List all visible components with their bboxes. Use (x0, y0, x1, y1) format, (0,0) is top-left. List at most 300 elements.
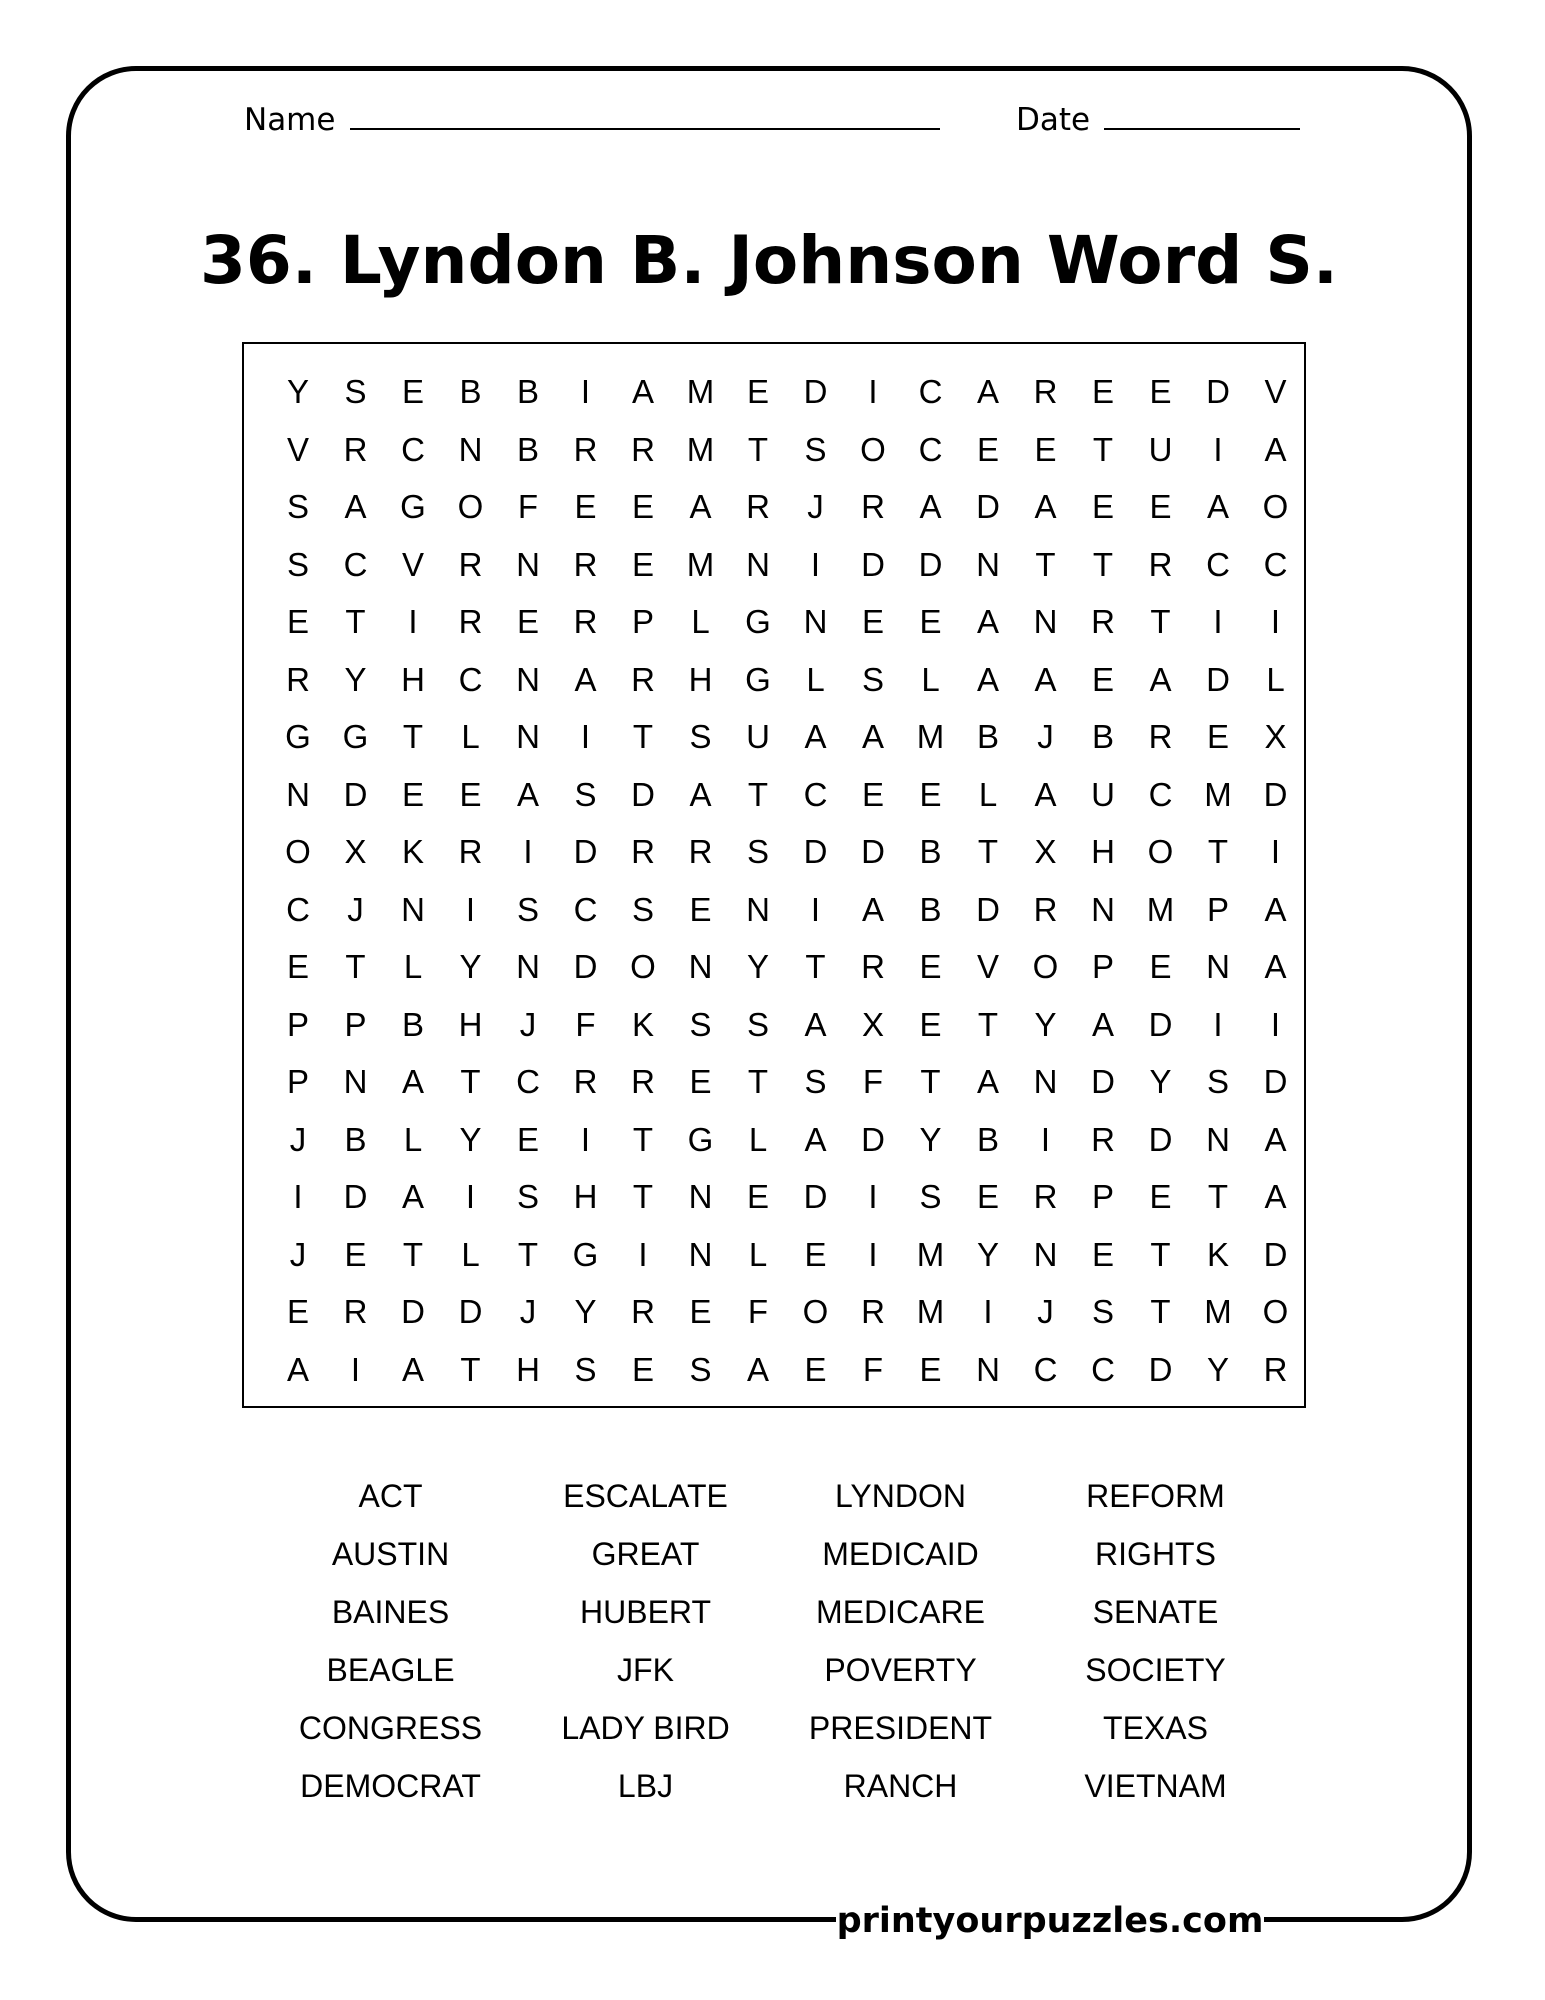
grid-cell[interactable]: C (803, 775, 828, 813)
grid-cell[interactable]: R (458, 545, 483, 583)
grid-cell[interactable]: R (1263, 1350, 1288, 1388)
grid-cell[interactable]: R (573, 430, 598, 468)
grid-cell[interactable]: A (1034, 775, 1057, 813)
grid-cell[interactable]: E (516, 1120, 539, 1158)
grid-cell[interactable]: D (861, 545, 885, 583)
grid-cell[interactable]: M (916, 718, 945, 755)
grid-cell[interactable]: I (580, 718, 591, 755)
grid-cell[interactable]: I (1270, 1005, 1281, 1043)
grid-cell[interactable]: P (1091, 1178, 1114, 1215)
grid-cell[interactable]: P (1091, 948, 1114, 985)
grid-cell[interactable]: T (460, 1063, 481, 1100)
grid-cell[interactable]: E (976, 430, 999, 468)
grid-cell[interactable]: F (862, 1350, 884, 1388)
grid-cell[interactable]: N (688, 1178, 713, 1215)
grid-cell[interactable]: E (746, 1178, 769, 1215)
grid-cell[interactable]: R (573, 1063, 598, 1100)
grid-cell[interactable]: A (861, 718, 884, 755)
grid-cell[interactable]: D (573, 948, 598, 985)
grid-cell[interactable]: N (516, 660, 540, 698)
grid-cell[interactable]: E (689, 1063, 712, 1100)
grid-cell[interactable]: E (919, 1350, 942, 1388)
grid-cell[interactable]: H (573, 1178, 598, 1215)
grid-cell[interactable]: E (574, 488, 597, 525)
grid-cell[interactable]: N (688, 948, 713, 985)
grid-cell[interactable]: R (746, 488, 770, 525)
grid-cell[interactable]: C (918, 373, 943, 410)
grid-cell[interactable]: E (1091, 660, 1114, 698)
grid-cell[interactable]: S (286, 545, 309, 583)
grid-cell[interactable]: B (401, 1005, 424, 1043)
grid-cell[interactable]: S (919, 1178, 942, 1215)
grid-cell[interactable]: T (977, 1005, 999, 1043)
grid-cell[interactable]: C (1148, 775, 1173, 813)
grid-cell[interactable]: A (1264, 948, 1287, 985)
grid-cell[interactable]: R (1091, 603, 1115, 640)
grid-cell[interactable]: L (461, 1235, 480, 1273)
grid-cell[interactable]: S (286, 488, 309, 525)
grid-cell[interactable]: C (573, 890, 598, 928)
grid-cell[interactable]: N (1091, 890, 1115, 928)
grid-cell[interactable]: S (516, 1178, 539, 1215)
grid-cell[interactable]: M (1204, 1293, 1232, 1330)
grid-cell[interactable]: R (573, 545, 598, 583)
grid-cell[interactable]: R (1148, 718, 1173, 755)
grid-cell[interactable]: D (1206, 660, 1230, 698)
grid-cell[interactable]: Y (574, 1293, 597, 1330)
grid-cell[interactable]: J (807, 488, 824, 525)
grid-cell[interactable]: D (573, 833, 598, 870)
grid-cell[interactable]: A (516, 775, 539, 813)
grid-cell[interactable]: O (457, 488, 484, 525)
grid-cell[interactable]: V (1264, 373, 1287, 410)
grid-cell[interactable]: O (802, 1293, 829, 1330)
grid-cell[interactable]: T (632, 1178, 654, 1215)
grid-cell[interactable]: J (519, 1005, 537, 1043)
grid-cell[interactable]: E (1206, 718, 1229, 755)
grid-cell[interactable]: V (976, 948, 999, 985)
grid-cell[interactable]: D (976, 890, 1000, 928)
grid-cell[interactable]: R (343, 1293, 368, 1330)
grid-cell[interactable]: E (286, 948, 309, 985)
grid-cell[interactable]: E (631, 1350, 654, 1388)
grid-cell[interactable]: I (580, 373, 591, 410)
grid-cell[interactable]: A (344, 488, 367, 525)
grid-cell[interactable]: E (976, 1178, 999, 1215)
grid-cell[interactable]: U (746, 718, 770, 755)
grid-cell[interactable]: P (631, 603, 654, 640)
grid-cell[interactable]: E (919, 603, 942, 640)
grid-cell[interactable]: D (343, 1178, 368, 1215)
grid-cell[interactable]: E (804, 1350, 827, 1388)
grid-cell[interactable]: G (687, 1120, 714, 1158)
grid-cell[interactable]: S (746, 833, 769, 870)
grid-cell[interactable]: T (1150, 1293, 1171, 1330)
grid-cell[interactable]: N (746, 890, 770, 928)
grid-cell[interactable]: B (459, 373, 482, 410)
grid-cell[interactable]: R (286, 660, 310, 698)
grid-cell[interactable]: J (1037, 1293, 1054, 1330)
grid-cell[interactable]: I (1213, 1005, 1223, 1043)
grid-cell[interactable]: E (1091, 373, 1114, 410)
grid-cell[interactable]: C (1033, 1350, 1058, 1388)
grid-cell[interactable]: E (746, 373, 769, 410)
grid-cell[interactable]: A (919, 488, 942, 525)
grid-cell[interactable]: A (1264, 430, 1287, 468)
grid-cell[interactable]: P (344, 1005, 367, 1043)
grid-cell[interactable]: I (1270, 833, 1281, 870)
grid-cell[interactable]: T (747, 430, 769, 468)
grid-cell[interactable]: F (575, 1005, 596, 1043)
grid-cell[interactable]: N (688, 1235, 713, 1273)
grid-cell[interactable]: C (401, 430, 425, 468)
grid-cell[interactable]: H (688, 660, 713, 698)
date-line[interactable] (1104, 128, 1300, 130)
grid-cell[interactable]: R (861, 1293, 885, 1330)
grid-cell[interactable]: D (1263, 1235, 1288, 1273)
grid-cell[interactable]: L (748, 1120, 768, 1158)
grid-cell[interactable]: A (1034, 660, 1057, 698)
grid-cell[interactable]: D (1091, 1063, 1115, 1100)
grid-cell[interactable]: A (861, 890, 884, 928)
grid-cell[interactable]: O (630, 948, 656, 985)
grid-cell[interactable]: S (631, 890, 654, 928)
grid-cell[interactable]: N (516, 718, 540, 755)
grid-cell[interactable]: K (1206, 1235, 1229, 1273)
grid-cell[interactable]: D (803, 1178, 828, 1215)
grid-cell[interactable]: S (804, 430, 827, 468)
grid-cell[interactable]: A (804, 1120, 827, 1158)
grid-cell[interactable]: S (1206, 1063, 1229, 1100)
grid-cell[interactable]: E (861, 775, 884, 813)
grid-cell[interactable]: E (919, 1005, 942, 1043)
grid-cell[interactable]: A (1264, 1120, 1287, 1158)
grid-cell[interactable]: N (746, 545, 770, 583)
grid-cell[interactable]: R (1091, 1120, 1115, 1158)
grid-cell[interactable]: A (1206, 488, 1229, 525)
grid-cell[interactable]: G (342, 718, 369, 755)
grid-cell[interactable]: B (516, 430, 539, 468)
grid-cell[interactable]: A (689, 775, 712, 813)
grid-cell[interactable]: E (631, 488, 654, 525)
grid-cell[interactable]: X (1034, 833, 1057, 870)
grid-cell[interactable]: S (746, 1005, 769, 1043)
grid-cell[interactable]: O (1262, 1293, 1289, 1330)
grid-cell[interactable]: C (1091, 1350, 1115, 1388)
grid-cell[interactable]: V (401, 545, 424, 583)
grid-cell[interactable]: A (401, 1178, 424, 1215)
grid-cell[interactable]: I (638, 1235, 648, 1273)
grid-cell[interactable]: I (1270, 603, 1281, 640)
grid-cell[interactable]: H (458, 1005, 483, 1043)
grid-cell[interactable]: R (631, 430, 655, 468)
grid-cell[interactable]: S (574, 1350, 597, 1388)
grid-cell[interactable]: R (631, 660, 655, 698)
grid-cell[interactable]: G (400, 488, 426, 525)
grid-cell[interactable]: K (401, 833, 424, 870)
grid-cell[interactable]: R (1033, 1178, 1058, 1215)
grid-cell[interactable]: Y (459, 1120, 482, 1158)
grid-cell[interactable]: E (344, 1235, 367, 1273)
grid-cell[interactable]: D (1148, 1120, 1173, 1158)
grid-cell[interactable]: Y (344, 660, 367, 698)
grid-cell[interactable]: R (1148, 545, 1173, 583)
grid-cell[interactable]: R (688, 833, 713, 870)
grid-cell[interactable]: T (1092, 545, 1114, 583)
grid-cell[interactable]: O (1262, 488, 1289, 525)
grid-cell[interactable]: N (1206, 948, 1230, 985)
grid-cell[interactable]: J (519, 1293, 537, 1330)
grid-cell[interactable]: L (403, 948, 423, 985)
grid-cell[interactable]: A (1091, 1005, 1114, 1043)
grid-cell[interactable]: E (689, 1293, 712, 1330)
grid-cell[interactable]: D (1263, 775, 1288, 813)
grid-cell[interactable]: L (461, 718, 480, 755)
grid-cell[interactable]: I (868, 1235, 878, 1273)
grid-cell[interactable]: J (347, 890, 364, 928)
grid-cell[interactable]: A (976, 1063, 999, 1100)
grid-cell[interactable]: L (921, 660, 940, 698)
grid-cell[interactable]: S (861, 660, 884, 698)
grid-cell[interactable]: A (976, 603, 999, 640)
grid-cell[interactable]: A (1149, 660, 1172, 698)
grid-cell[interactable]: N (1033, 1235, 1058, 1273)
grid-cell[interactable]: I (868, 1178, 878, 1215)
grid-cell[interactable]: R (861, 948, 885, 985)
grid-cell[interactable]: M (686, 373, 715, 410)
grid-cell[interactable]: S (574, 775, 597, 813)
grid-cell[interactable]: R (631, 833, 655, 870)
grid-cell[interactable]: E (286, 1293, 309, 1330)
grid-cell[interactable]: A (976, 373, 999, 410)
grid-cell[interactable]: A (1034, 488, 1057, 525)
grid-cell[interactable]: E (1034, 430, 1057, 468)
grid-cell[interactable]: Y (1206, 1350, 1229, 1388)
grid-cell[interactable]: G (572, 1235, 599, 1273)
grid-cell[interactable]: R (458, 603, 483, 640)
grid-cell[interactable]: K (631, 1005, 654, 1043)
grid-cell[interactable]: N (803, 603, 828, 640)
grid-cell[interactable]: O (1147, 833, 1174, 870)
grid-cell[interactable]: B (976, 1120, 999, 1158)
grid-cell[interactable]: I (1213, 603, 1223, 640)
grid-cell[interactable]: E (919, 775, 942, 813)
grid-cell[interactable]: C (343, 545, 368, 583)
grid-cell[interactable]: L (978, 775, 998, 813)
grid-cell[interactable]: H (1091, 833, 1115, 870)
grid-cell[interactable]: I (1040, 1120, 1051, 1158)
grid-cell[interactable]: T (747, 1063, 769, 1100)
grid-cell[interactable]: I (810, 545, 821, 583)
grid-cell[interactable]: D (1206, 373, 1230, 410)
grid-cell[interactable]: I (580, 1120, 591, 1158)
grid-cell[interactable]: E (401, 373, 424, 410)
grid-cell[interactable]: E (459, 775, 482, 813)
grid-cell[interactable]: T (402, 1235, 424, 1273)
grid-cell[interactable]: H (516, 1350, 540, 1388)
grid-cell[interactable]: S (689, 1350, 712, 1388)
grid-cell[interactable]: Y (286, 373, 309, 410)
grid-cell[interactable]: T (805, 948, 826, 985)
grid-cell[interactable]: E (1149, 373, 1172, 410)
grid-cell[interactable]: Y (459, 948, 482, 985)
grid-cell[interactable]: C (458, 660, 483, 698)
grid-cell[interactable]: E (1149, 948, 1172, 985)
grid-cell[interactable]: D (631, 775, 655, 813)
grid-cell[interactable]: Y (919, 1120, 942, 1158)
grid-cell[interactable]: O (860, 430, 886, 468)
grid-cell[interactable]: N (343, 1063, 368, 1100)
grid-cell[interactable]: D (976, 488, 1000, 525)
grid-cell[interactable]: F (747, 1293, 769, 1330)
grid-cell[interactable]: P (286, 1005, 309, 1043)
grid-cell[interactable]: D (458, 1293, 483, 1330)
grid-cell[interactable]: U (1091, 775, 1115, 813)
grid-cell[interactable]: G (745, 660, 771, 698)
grid-cell[interactable]: T (1150, 1235, 1171, 1273)
grid-cell[interactable]: R (1033, 890, 1058, 928)
grid-cell[interactable]: I (465, 890, 476, 928)
grid-cell[interactable]: E (1091, 1235, 1114, 1273)
grid-cell[interactable]: T (460, 1350, 481, 1388)
grid-cell[interactable]: I (868, 373, 878, 410)
grid-cell[interactable]: E (861, 603, 884, 640)
grid-cell[interactable]: I (983, 1293, 993, 1330)
grid-cell[interactable]: G (745, 603, 771, 640)
grid-cell[interactable]: E (286, 603, 309, 640)
grid-cell[interactable]: D (401, 1293, 425, 1330)
grid-cell[interactable]: T (1207, 833, 1229, 870)
grid-cell[interactable]: L (403, 1120, 423, 1158)
grid-cell[interactable]: L (748, 1235, 768, 1273)
grid-cell[interactable]: T (345, 603, 366, 640)
grid-cell[interactable]: B (516, 373, 539, 410)
grid-cell[interactable]: M (1204, 775, 1232, 813)
grid-cell[interactable]: A (631, 373, 654, 410)
grid-cell[interactable]: E (1091, 488, 1114, 525)
grid-cell[interactable]: E (804, 1235, 827, 1273)
grid-cell[interactable]: H (401, 660, 425, 698)
grid-cell[interactable]: T (517, 1235, 539, 1273)
grid-cell[interactable]: D (918, 545, 943, 583)
grid-cell[interactable]: D (1148, 1350, 1173, 1388)
grid-cell[interactable]: L (691, 603, 710, 640)
grid-cell[interactable]: T (402, 718, 424, 755)
grid-cell[interactable]: D (861, 833, 885, 870)
grid-cell[interactable]: A (401, 1350, 424, 1388)
grid-cell[interactable]: N (1206, 1120, 1230, 1158)
grid-cell[interactable]: Y (1149, 1063, 1172, 1100)
grid-cell[interactable]: T (632, 1120, 654, 1158)
grid-cell[interactable]: Y (1034, 1005, 1057, 1043)
grid-cell[interactable]: T (632, 718, 654, 755)
grid-cell[interactable]: S (689, 1005, 712, 1043)
grid-cell[interactable]: D (861, 1120, 885, 1158)
grid-cell[interactable]: A (574, 660, 597, 698)
grid-cell[interactable]: S (689, 718, 712, 755)
grid-cell[interactable]: R (861, 488, 885, 525)
grid-cell[interactable]: V (286, 430, 309, 468)
grid-cell[interactable]: L (1266, 660, 1285, 698)
grid-cell[interactable]: A (804, 1005, 827, 1043)
grid-cell[interactable]: M (1146, 890, 1175, 928)
grid-cell[interactable]: B (1091, 718, 1114, 755)
grid-cell[interactable]: X (344, 833, 367, 870)
grid-cell[interactable]: I (1213, 430, 1223, 468)
grid-cell[interactable]: F (862, 1063, 884, 1100)
grid-cell[interactable]: D (1148, 1005, 1173, 1043)
grid-cell[interactable]: B (919, 890, 942, 928)
grid-cell[interactable]: T (345, 948, 366, 985)
grid-cell[interactable]: J (1037, 718, 1054, 755)
grid-cell[interactable]: T (1207, 1178, 1229, 1215)
grid-cell[interactable]: N (976, 1350, 1000, 1388)
grid-cell[interactable]: A (286, 1350, 309, 1388)
grid-cell[interactable]: D (803, 373, 828, 410)
grid-cell[interactable]: A (689, 488, 712, 525)
grid-cell[interactable]: S (344, 373, 367, 410)
grid-cell[interactable]: C (1263, 545, 1288, 583)
grid-cell[interactable]: A (976, 660, 999, 698)
grid-cell[interactable]: N (516, 545, 540, 583)
grid-cell[interactable]: X (861, 1005, 884, 1043)
grid-cell[interactable]: T (920, 1063, 941, 1100)
grid-cell[interactable]: E (1149, 488, 1172, 525)
grid-cell[interactable]: E (516, 603, 539, 640)
grid-cell[interactable]: I (408, 603, 418, 640)
grid-cell[interactable]: I (350, 1350, 361, 1388)
grid-cell[interactable]: R (458, 833, 483, 870)
grid-cell[interactable]: R (631, 1293, 655, 1330)
grid-cell[interactable]: D (1263, 1063, 1288, 1100)
grid-cell[interactable]: I (465, 1178, 476, 1215)
grid-cell[interactable]: L (806, 660, 825, 698)
grid-cell[interactable]: D (343, 775, 368, 813)
grid-cell[interactable]: A (746, 1350, 769, 1388)
grid-cell[interactable]: S (1091, 1293, 1114, 1330)
grid-cell[interactable]: E (689, 890, 712, 928)
grid-cell[interactable]: N (286, 775, 310, 813)
grid-cell[interactable]: T (1092, 430, 1114, 468)
grid-cell[interactable]: A (1264, 890, 1287, 928)
grid-cell[interactable]: F (517, 488, 539, 525)
grid-cell[interactable]: C (286, 890, 310, 928)
grid-cell[interactable]: S (516, 890, 539, 928)
grid-cell[interactable]: A (1264, 1178, 1287, 1215)
grid-cell[interactable]: E (631, 545, 654, 583)
grid-cell[interactable]: T (747, 775, 769, 813)
grid-cell[interactable]: E (1149, 1178, 1172, 1215)
grid-cell[interactable]: R (631, 1063, 655, 1100)
name-line[interactable] (350, 128, 940, 130)
grid-cell[interactable]: P (286, 1063, 309, 1100)
grid-cell[interactable]: E (919, 948, 942, 985)
grid-cell[interactable]: A (401, 1063, 424, 1100)
grid-cell[interactable]: B (919, 833, 942, 870)
grid-cell[interactable]: T (977, 833, 999, 870)
grid-cell[interactable]: I (810, 890, 821, 928)
grid-cell[interactable]: D (803, 833, 828, 870)
grid-cell[interactable]: N (1033, 603, 1058, 640)
grid-cell[interactable]: C (516, 1063, 540, 1100)
grid-cell[interactable]: M (916, 1293, 945, 1330)
grid-cell[interactable]: M (916, 1235, 945, 1273)
grid-cell[interactable]: N (1033, 1063, 1058, 1100)
grid-cell[interactable]: R (573, 603, 598, 640)
grid-cell[interactable]: A (804, 718, 827, 755)
grid-cell[interactable]: Y (746, 948, 769, 985)
grid-cell[interactable]: O (1032, 948, 1059, 985)
